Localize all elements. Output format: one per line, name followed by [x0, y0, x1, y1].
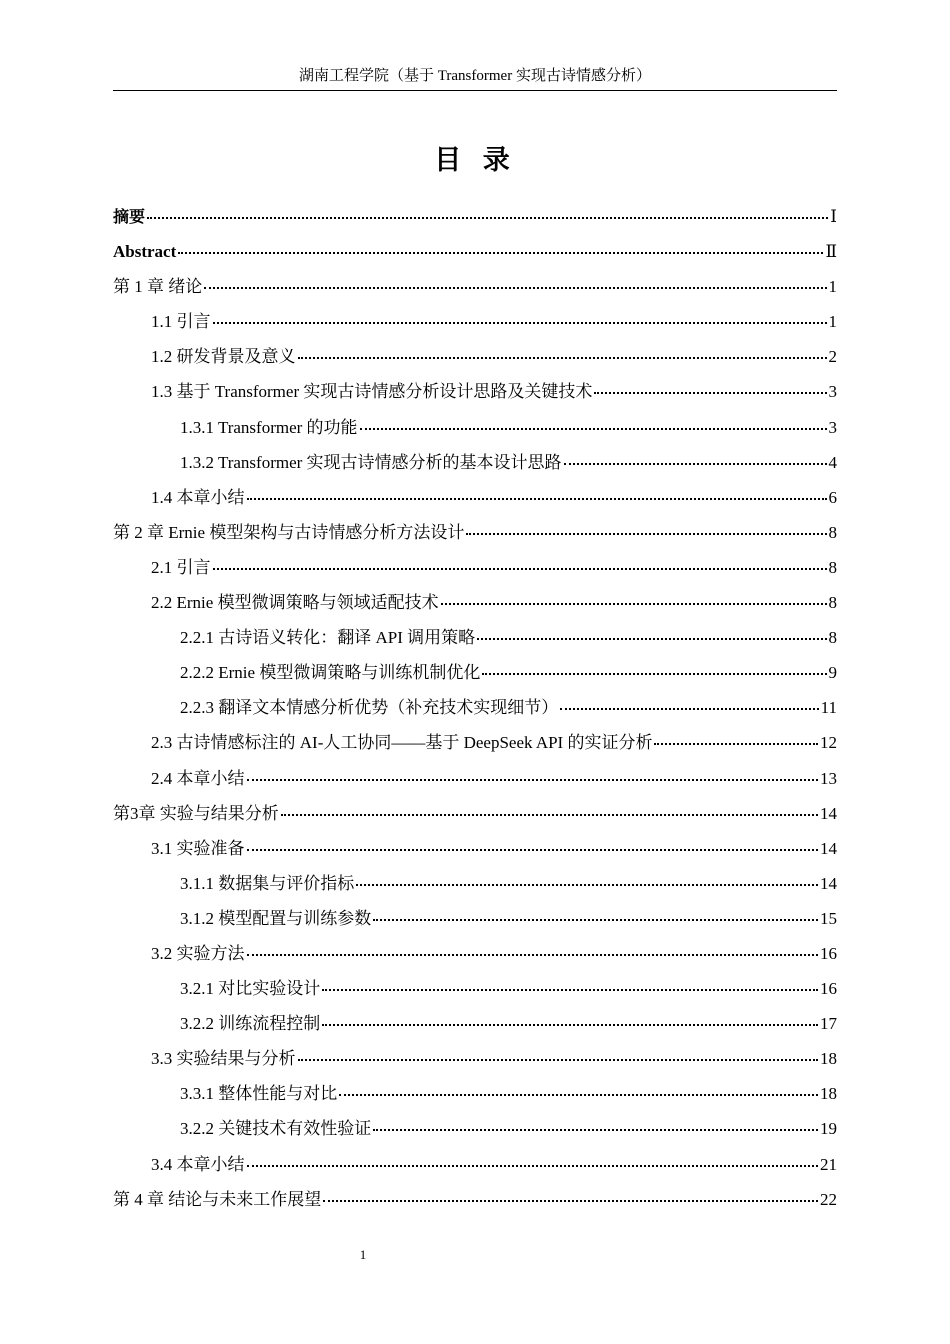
dot-leader: [247, 849, 819, 851]
toc-entry[interactable]: [113, 269, 837, 304]
dot-leader: [360, 428, 827, 430]
toc-entry-title: Abstract: [113, 242, 177, 262]
toc-entry[interactable]: [113, 831, 837, 866]
toc-entry[interactable]: [113, 971, 837, 1006]
toc-entry[interactable]: [113, 620, 837, 655]
dot-leader: [247, 779, 819, 781]
toc-entry-title: 摘要: [113, 207, 146, 226]
toc-entry-page: Ⅱ: [825, 242, 837, 262]
toc-entry[interactable]: [113, 1147, 837, 1182]
toc-entry-page: 16: [820, 979, 837, 999]
header-divider: [113, 90, 837, 91]
toc-entry-title: 1.1 引言: [151, 312, 211, 332]
toc-entry[interactable]: [113, 901, 837, 936]
dot-leader: [247, 1165, 819, 1167]
toc-entry-page: Ⅰ: [830, 207, 837, 226]
dot-leader: [373, 919, 818, 921]
toc-entry-title: 2.4 本章小结: [151, 768, 245, 788]
toc-entry[interactable]: [113, 655, 837, 690]
toc-entry-title: 3.2.1 对比实验设计: [180, 979, 321, 999]
toc-entry-title: 第 4 章 结论与未来工作展望: [113, 1189, 322, 1209]
toc-entry-page: 18: [820, 1084, 837, 1104]
dot-leader: [247, 498, 827, 500]
toc-entry-page: 11: [820, 698, 837, 718]
toc-entry-title: 第3章 实验与结果分析: [113, 803, 279, 823]
toc-entry[interactable]: [113, 374, 837, 409]
toc-entry[interactable]: [113, 796, 837, 831]
toc-entry[interactable]: [113, 234, 837, 269]
toc-entry-title: 2.2.2 Ernie 模型微调策略与训练机制优化: [180, 663, 481, 683]
toc-entry-title: 第 1 章 绪论: [113, 277, 203, 297]
dot-leader: [281, 814, 818, 816]
toc-entry-page: 1: [828, 277, 837, 297]
toc-entry-title: 2.2 Ernie 模型微调策略与领域适配技术: [151, 593, 439, 613]
dot-leader: [322, 989, 818, 991]
toc-entry-page: 8: [828, 628, 837, 648]
toc-entry[interactable]: [113, 550, 837, 585]
toc-entry[interactable]: [113, 480, 837, 515]
toc-entry-title: 2.2.1 古诗语义转化：翻译 API 调用策略: [180, 628, 476, 648]
toc-entry[interactable]: [113, 761, 837, 796]
dot-leader: [477, 638, 826, 640]
toc-entry-page: 8: [828, 557, 837, 577]
dot-leader: [654, 743, 818, 745]
toc-entry-title: 1.3.1 Transformer 的功能: [180, 417, 358, 437]
toc-entry-page: 14: [820, 803, 837, 823]
dot-leader: [373, 1129, 818, 1131]
toc-entry-page: 17: [820, 1014, 837, 1034]
toc-entry-title: 3.3.1 整体性能与对比: [180, 1084, 338, 1104]
dot-leader: [466, 533, 826, 535]
toc-entry-page: 2: [828, 347, 837, 367]
toc-entry[interactable]: [113, 410, 837, 445]
toc-entry-title: 1.3 基于 Transformer 实现古诗情感分析设计思路及关键技术: [151, 382, 593, 402]
dot-leader: [441, 603, 827, 605]
toc-entry-page: 8: [828, 522, 837, 542]
toc-entry[interactable]: [113, 199, 837, 234]
toc-entry-page: 9: [828, 663, 837, 683]
toc-entry-page: 16: [820, 943, 837, 963]
toc-entry-title: 3.2.2 训练流程控制: [180, 1014, 321, 1034]
toc-entry-title: 3.1 实验准备: [151, 838, 245, 858]
page-number: 1: [359, 1247, 367, 1262]
running-header: 湖南工程学院（基于 Transformer 实现古诗情感分析）: [299, 68, 651, 84]
dot-leader: [298, 1059, 819, 1061]
toc-entry-page: 3: [828, 417, 837, 437]
toc-entry-title: 3.1.1 数据集与评价指标: [180, 873, 355, 893]
dot-leader: [213, 568, 827, 570]
toc-entry[interactable]: [113, 585, 837, 620]
toc-entry-title: 3.2.2 关键技术有效性验证: [180, 1119, 372, 1139]
toc-entry-title: 第 2 章 Ernie 模型架构与古诗情感分析方法设计: [113, 522, 465, 542]
dot-leader: [594, 392, 826, 394]
toc-entry-title: 3.2 实验方法: [151, 943, 245, 963]
toc-entry-page: 3: [828, 382, 837, 402]
dot-leader: [339, 1094, 818, 1096]
toc-entry-page: 22: [820, 1189, 837, 1209]
toc-entry[interactable]: [113, 304, 837, 339]
toc-entry-title: 1.4 本章小结: [151, 487, 245, 507]
dot-leader: [560, 708, 818, 710]
toc-entry-title: 2.3 古诗情感标注的 AI-人工协同——基于 DeepSeek API 的实证分析: [151, 733, 653, 753]
dot-leader: [247, 954, 819, 956]
toc-entry-title: 3.4 本章小结: [151, 1154, 245, 1174]
toc-entry[interactable]: [113, 866, 837, 901]
toc-entry-title: 1.2 研发背景及意义: [151, 347, 296, 367]
dot-leader: [564, 463, 827, 465]
toc-entry[interactable]: [113, 515, 837, 550]
toc-entry-page: 12: [820, 733, 837, 753]
toc-entry-page: 18: [820, 1049, 837, 1069]
toc-entry-title: 3.1.2 模型配置与训练参数: [180, 908, 372, 928]
dot-leader: [298, 357, 827, 359]
toc-entry[interactable]: [113, 725, 837, 760]
toc-entry-page: 21: [820, 1154, 837, 1174]
toc-entry-page: 14: [820, 873, 837, 893]
toc-entry[interactable]: [113, 1076, 837, 1111]
toc-entry[interactable]: [113, 1041, 837, 1076]
toc-entry[interactable]: [113, 339, 837, 374]
toc-entry[interactable]: [113, 445, 837, 480]
toc-entry[interactable]: [113, 1182, 837, 1217]
toc-entry[interactable]: [113, 1111, 837, 1146]
toc-entry[interactable]: [113, 690, 837, 725]
toc-entry[interactable]: [113, 1006, 837, 1041]
toc-entry-page: 19: [820, 1119, 837, 1139]
dot-leader: [323, 1200, 818, 1202]
dot-leader: [178, 252, 823, 254]
toc-entry-title: 3.3 实验结果与分析: [151, 1049, 296, 1069]
toc-entry-page: 1: [828, 312, 837, 332]
page-title: 目 录: [434, 145, 516, 176]
dot-leader: [147, 217, 828, 219]
toc-entry-page: 14: [820, 838, 837, 858]
dot-leader: [204, 287, 826, 289]
toc-entry-title: 2.2.3 翻译文本情感分析优势（补充技术实现细节）: [180, 698, 559, 718]
toc-entry-page: 6: [828, 487, 837, 507]
dot-leader: [322, 1024, 818, 1026]
toc-entry[interactable]: [113, 936, 837, 971]
toc-entry-title: 1.3.2 Transformer 实现古诗情感分析的基本设计思路: [180, 452, 562, 472]
toc-entry-page: 8: [828, 593, 837, 613]
dot-leader: [482, 673, 826, 675]
dot-leader: [356, 884, 818, 886]
toc-entry-page: 4: [828, 452, 837, 472]
table-of-contents: [113, 199, 837, 1217]
toc-entry-title: 2.1 引言: [151, 557, 211, 577]
toc-entry-page: 15: [820, 908, 837, 928]
toc-entry-page: 13: [820, 768, 837, 788]
dot-leader: [213, 322, 827, 324]
